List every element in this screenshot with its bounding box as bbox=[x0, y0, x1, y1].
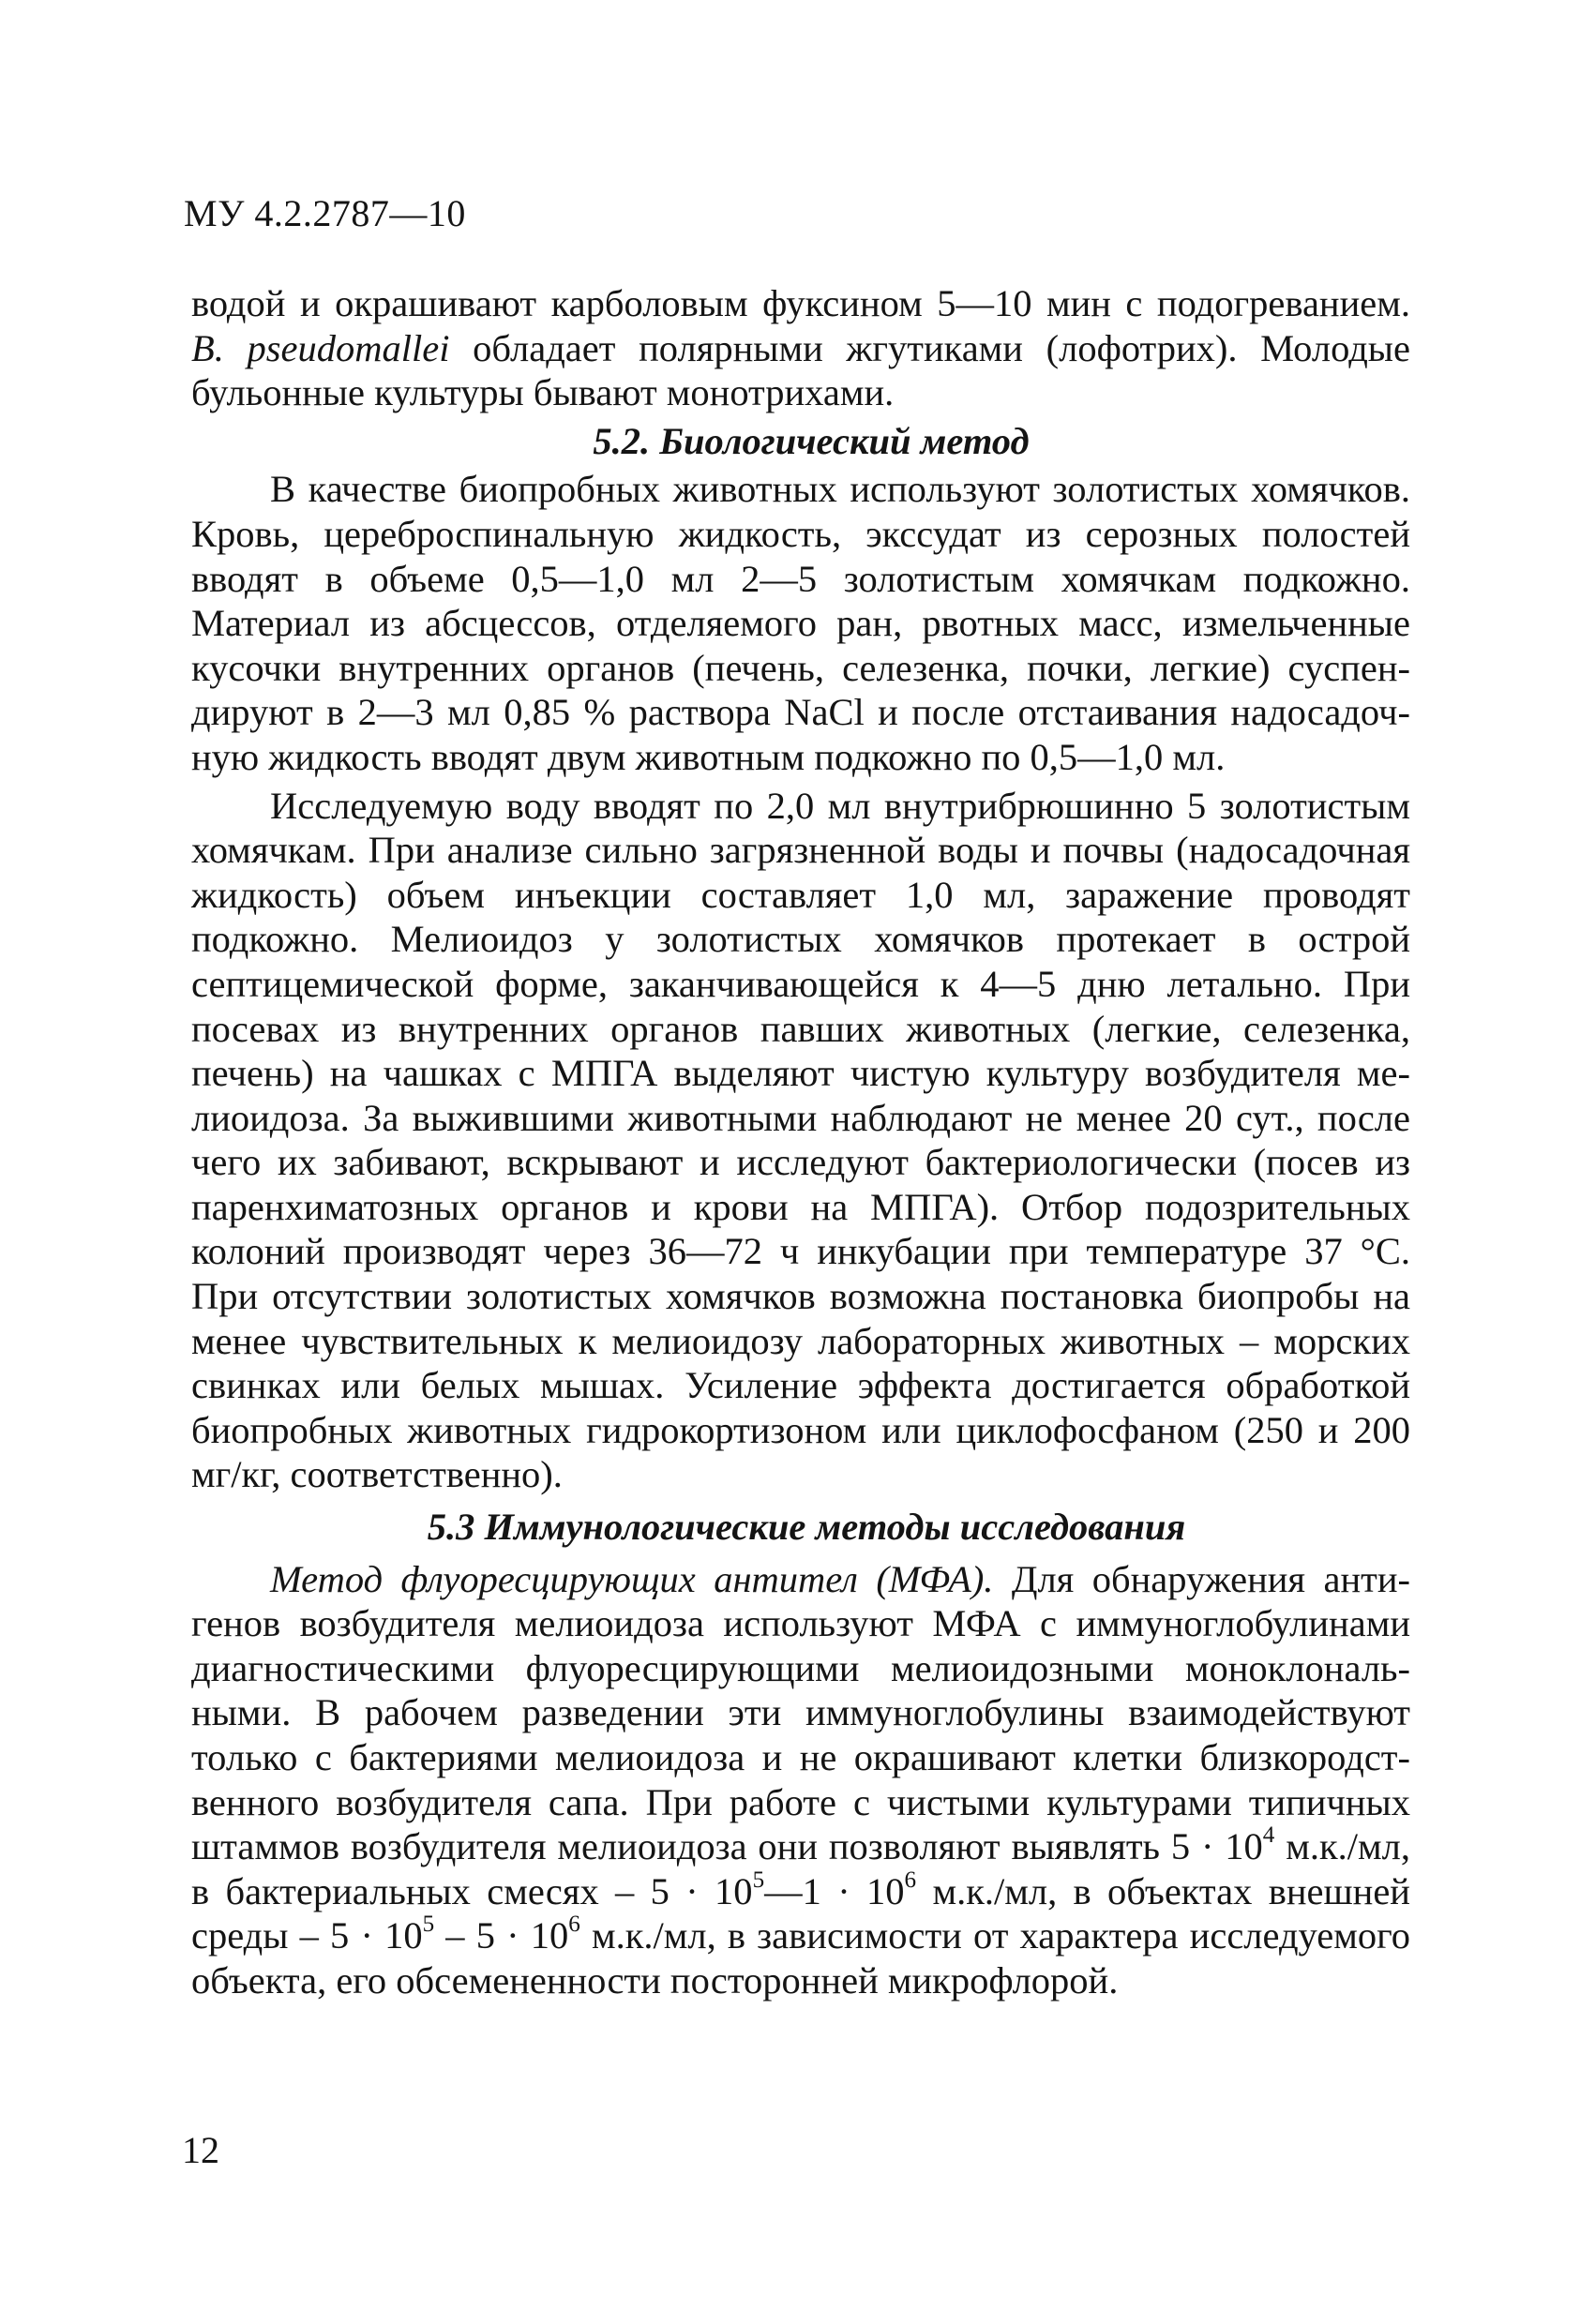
section-heading-biological: 5.2. Биологический метод bbox=[593, 419, 1030, 462]
immunological-paragraph bbox=[191, 1557, 1410, 2003]
intro-rest: обладает полярными жгутиками (лофотрих). Молодые бульонные культуры бывают монотрихами. bbox=[191, 326, 1410, 414]
document-code: МУ 4.2.2787—10 bbox=[184, 192, 466, 234]
exponent: 6 bbox=[904, 1867, 917, 1893]
paragraph-text: – 5 · 10 bbox=[434, 1914, 569, 1957]
section-heading-immunological: 5.3 Иммунологические методы исследования bbox=[427, 1506, 1186, 1549]
exponent: 4 bbox=[1262, 1822, 1275, 1848]
page-number: 12 bbox=[182, 2129, 219, 2171]
method-name: Метод флуоресцирующих антител (МФА). bbox=[270, 1557, 994, 1600]
intro-line: водой и окрашивают карболовым фуксином 5—10 мин с подогреванием. bbox=[191, 282, 1410, 324]
intro-paragraph bbox=[191, 281, 1410, 415]
page-content bbox=[191, 281, 1410, 2003]
paragraph-text: м.к./мл, в зависимости от характера исследуемого объекта, его обсемененности посторонней микрофлорой. bbox=[191, 1914, 1410, 2002]
biological-paragraph-2: Исследуемую воду вводят по 2,0 мл внутрибрюшинно 5 золотистым хомячкам. При анализе сильно загрязненной воды и почвы (надосадочная жидкость) объем инъекции составляет 1,0 мл, заражение проводят подкожно. Мелиоидоз у золотистых хомячков протекает в острой септицемической форме, заканчивающейся к 4—5 дню летально. При посевах из внутренних органов павших животных (легкие, селезенка, печень) на чашках с МПГА выделяют чистую культуру возбудителя мелиоидоза. За выжившими животными наблюдают не менее 20 сут., после чего их забивают, вскрывают и исследуют бактериологически (посев из паренхиматозных органов и крови на МПГА). Отбор подозрительных колоний производят через 36—72 ч инкубации при температуре 37 °С. При отсутствии золотистых хомячков возможна постановка биопробы на менее чувствительных к мелиоидозу лабораторных животных – морских свинках или белых мышах. Усиление эффекта достигается обработкой биопробных животных гидрокортизоном или циклофосфаном (250 и 200 мг/кг, соответственно). bbox=[191, 784, 1410, 1496]
paragraph-text: м.к./мл, в объектах внешней среды – 5 · 10 bbox=[191, 1869, 1410, 1957]
exponent: 5 bbox=[422, 1912, 435, 1938]
species-name: B. pseudomallei bbox=[191, 326, 450, 369]
biological-paragraph-1: В качестве биопробных животных используют золотистых хомячков. Кровь, цереброспинальную жидкость, экссудат из серозных полостей вводят в объеме 0,5—1,0 мл 2—5 золотистым хомячкам подкожно. Материал из абсцессов, отделяемого ран, рвотных масс, измельченные кусочки внутренних органов (печень, селезенка, почки, легкие) суспендируют в 2—3 мл 0,85 % раствора NaCl и после отстаивания надосадочную жидкость вводят двум животным подкожно по 0,5—1,0 мл. bbox=[191, 468, 1410, 778]
paragraph-text: м.к./мл, в бактериальных смесях – 5 · 10 bbox=[191, 1825, 1410, 1912]
paragraph-text: —1 · 10 bbox=[764, 1869, 905, 1912]
paragraph-text: Для обнаружения антигенов возбудителя мелиоидоза используют МФА с иммуноглобулинами диагностическими флуоресцирующими мелиоидозными моноклональными. В рабочем разведении эти иммуноглобулины взаимодействуют только с бактериями мелиоидоза и не окрашивают клетки близкородственного возбудителя сапа. При работе с чистыми культурами типичных штаммов возбудителя мелиоидоза они позволяют выявлять 5 · 10 bbox=[191, 1557, 1410, 1868]
exponent: 6 bbox=[568, 1912, 580, 1938]
exponent: 5 bbox=[752, 1867, 765, 1893]
